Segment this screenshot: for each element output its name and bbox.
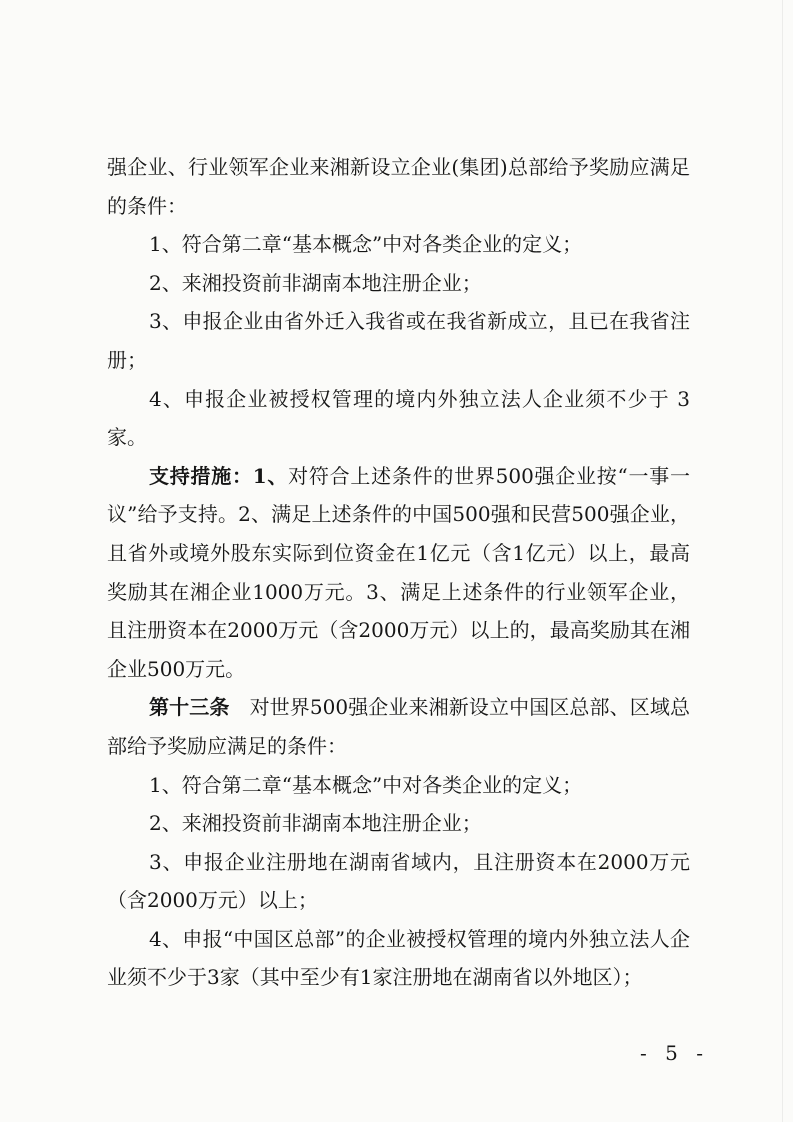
paragraph-conditions-intro <box>107 148 690 225</box>
page-number: - 5 - <box>640 1041 709 1065</box>
paragraph-text: 4、申报“中国区总部”的企业被授权管理的境内外独立法人企业须不少于3家（其中至少有1家注册地在湖南省以外地区）； <box>107 926 690 990</box>
paragraph-text: 1、符合第二章“基本概念”中对各类企业的定义； <box>149 772 583 797</box>
paragraph-article-13-condition-3 <box>107 843 690 920</box>
paragraph-text: 对世界500强企业来湘新设立中国区总部、区域总部给予奖励应满足的条件： <box>107 695 690 758</box>
paragraph-text: 2、来湘投资前非湖南本地注册企业； <box>149 270 482 295</box>
paragraph-text: 强企业、行业领军企业来湘新设立企业(集团)总部给予奖励应满足的条件： <box>107 155 690 218</box>
article-13-heading: 第十三条 <box>149 695 230 720</box>
paragraph-support-measures <box>107 457 690 689</box>
support-measures-heading: 支持措施：1、 <box>149 463 289 488</box>
paragraph-text: 3、申报企业注册地在湖南省域内，且注册资本在2000万元（含2000万元）以上； <box>107 849 690 913</box>
paragraph-text: 3、申报企业由省外迁入我省或在我省新成立，且已在我省注册； <box>107 309 690 372</box>
paragraph-condition-2 <box>107 264 690 303</box>
paragraph-article-13-condition-2 <box>107 804 690 843</box>
paragraph-condition-1 <box>107 225 690 264</box>
paragraph-article-13-condition-4 <box>107 920 690 997</box>
paragraph-text: 4、申报企业被授权管理的境内外独立法人企业须不少于 3家。 <box>107 386 690 450</box>
paragraph-text: 1、符合第二章“基本概念”中对各类企业的定义； <box>149 232 583 257</box>
paragraph-condition-3 <box>107 302 690 379</box>
document-body <box>107 148 690 997</box>
paragraph-condition-4 <box>107 380 690 457</box>
paragraph-text: 对符合上述条件的世界500强企业按“一事一议”给予支持。2、满足上述条件的中国500强和民营500强企业，且省外或境外股东实际到位资金在1亿元（含1亿元）以上，最高奖励其在湘企业1000万元。3、满足上述条件的行业领军企业，且注册资本在2000万元（含2000万元）以上的，最高奖励其在湘企业500万元。 <box>107 463 690 681</box>
paragraph-text: 2、来湘投资前非湖南本地注册企业； <box>149 811 482 836</box>
paragraph-article-13-condition-1 <box>107 766 690 805</box>
paragraph-article-13 <box>107 688 690 765</box>
